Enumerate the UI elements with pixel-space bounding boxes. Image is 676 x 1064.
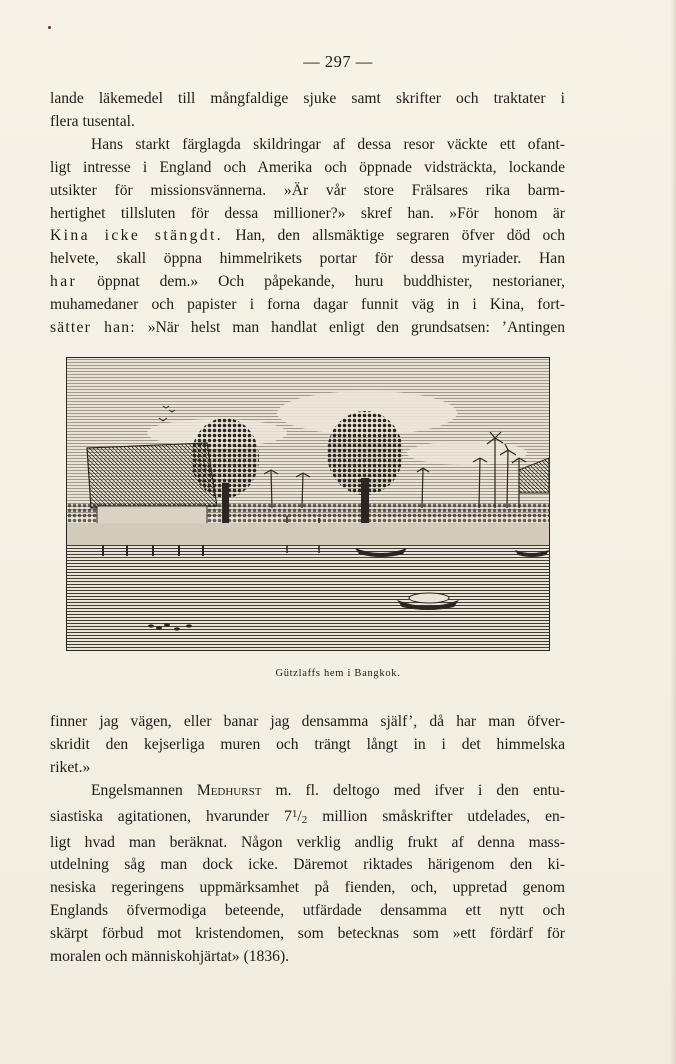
boat-canopy <box>409 593 449 603</box>
ink-speck <box>48 26 51 29</box>
text-line: utdelning såg man dock icke. Däremot riktades härigenom den ki- <box>50 856 565 874</box>
text-line: skridit den kejserliga muren och trängt långt in i det himmelska <box>50 735 565 753</box>
text-line: ligt intresse i England och Amerika och öppnade vidsträckta, lockande <box>50 158 565 176</box>
text-line <box>50 803 565 832</box>
text-line: skärpt förbud mot kristendomen, som betecknas som »ett fördärf för <box>50 925 565 943</box>
text-line: nesiska regeringens uppmärksamhet på fienden, och, uppretad genom <box>50 879 565 897</box>
top-paragraphs <box>50 88 565 340</box>
text-line: flera tusental. <box>50 112 135 130</box>
text-segment: million småskrifter utdelades, en- <box>307 807 565 825</box>
spaced-text: har <box>50 273 78 291</box>
text-line: helvete, skall öppna himmelrikets portar för dessa myriader. Han <box>50 250 565 268</box>
text-line: muhamedaner och papister i forna dagar funnit väg in i Kina, fort- <box>50 296 565 314</box>
text-segment: »När helst man handlat enligt den grundsatsen: ’Antingen <box>135 319 565 337</box>
text-line: moralen och människohjärtat» (1836). <box>50 948 290 966</box>
text-line <box>50 271 565 294</box>
small-caps-name: Medhurst <box>196 781 262 799</box>
text-line: finner jag vägen, eller banar jag densamma själf’, då har man öfver- <box>50 713 565 730</box>
text-line <box>50 317 565 340</box>
fraction-denominator: 2 <box>301 813 308 826</box>
text-line <box>50 780 565 803</box>
fraction-numerator: 1 <box>291 807 298 820</box>
text-segment: Han, den allsmäktige segraren öfver död och <box>223 227 565 245</box>
text-line: Englands öfvermodiga beteende, utfärdade densamma ett nytt och <box>50 902 565 920</box>
text-line <box>50 225 565 248</box>
text-segment: Engelsmannen <box>91 781 197 799</box>
cloud <box>407 441 527 465</box>
text-line: ligt hvad man beräknat. Någon verklig andlig frukt af denna mass- <box>50 833 565 851</box>
fraction-slash: / <box>297 807 302 825</box>
page-number: — 297 — <box>303 52 373 71</box>
river-water <box>67 545 549 650</box>
text-line: lande läkemedel till mångfaldige sjuke samt skrifter och traktater i <box>50 90 565 107</box>
text-line: Hans starkt färglagda skildringar af dessa resor väckte ett ofant- <box>91 135 565 153</box>
engraving-drawing <box>67 358 549 650</box>
bottom-paragraphs <box>50 711 565 969</box>
text-segment: öppnat dem.» Och påpekande, huru buddhister, nestorianer, <box>77 273 565 291</box>
shoreline <box>67 523 549 545</box>
page-edge-shadow <box>670 0 676 1064</box>
spaced-text: Kina icke stängdt. <box>50 227 224 245</box>
text-line: riket.» <box>50 758 91 776</box>
spaced-text: sätter han: <box>50 319 136 337</box>
illustration-caption: Gützlaffs hem i Bangkok. <box>275 668 401 679</box>
text-segment: siastiska agitationen, hvarunder 7 <box>50 807 292 825</box>
text-line: hertighet tillsluten för dessa millioner?» skref han. »För honom är <box>50 204 565 222</box>
engraving-illustration <box>66 357 550 651</box>
text-line: utsikter för missionsvännerna. »Är vår store Frälsares rika barm- <box>50 181 565 199</box>
thatched-roof <box>87 443 217 508</box>
text-segment: m. fl. deltogo med ifver i den entu- <box>261 781 565 799</box>
